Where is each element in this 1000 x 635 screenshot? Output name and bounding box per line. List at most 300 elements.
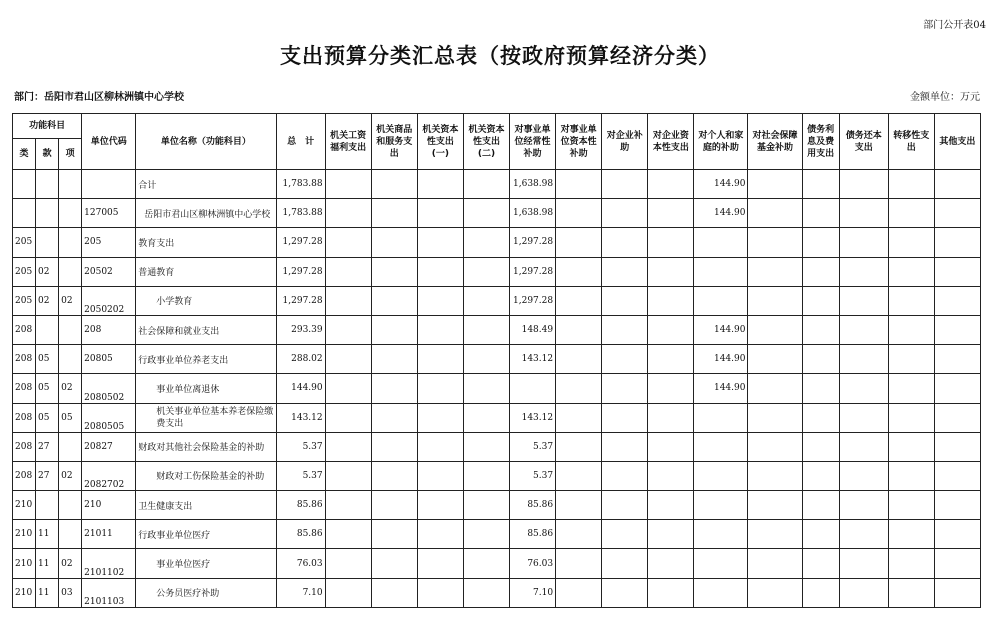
header-econ-13: 转移性支出 — [888, 114, 934, 170]
table-row — [13, 345, 981, 374]
table-row — [13, 461, 981, 490]
cell-xiang — [59, 520, 82, 549]
cell-econ-5: 85.86 — [510, 520, 556, 549]
cell-unit-name: 财政对其他社会保险基金的补助 — [136, 432, 276, 461]
header-econ-14: 其他支出 — [934, 114, 980, 170]
cell-econ-12 — [839, 286, 888, 315]
cell-econ-2 — [371, 257, 417, 286]
cell-econ-14 — [934, 170, 980, 199]
header-econ-4: 机关资本性支出(二) — [463, 114, 509, 170]
cell-econ-4 — [463, 315, 509, 344]
cell-econ-14 — [934, 286, 980, 315]
cell-unit-name: 卫生健康支出 — [136, 491, 276, 520]
cell-econ-6 — [556, 199, 602, 228]
cell-econ-11 — [802, 374, 839, 403]
cell-econ-2 — [371, 170, 417, 199]
cell-econ-11 — [802, 170, 839, 199]
cell-econ-14 — [934, 549, 980, 578]
cell-econ-6 — [556, 520, 602, 549]
cell-econ-12 — [839, 374, 888, 403]
cell-econ-12 — [839, 520, 888, 549]
cell-econ-14 — [934, 345, 980, 374]
cell-econ-11 — [802, 461, 839, 490]
cell-econ-11 — [802, 199, 839, 228]
cell-econ-7 — [602, 374, 648, 403]
cell-econ-7 — [602, 228, 648, 257]
cell-lei: 205 — [13, 228, 36, 257]
cell-econ-6 — [556, 578, 602, 607]
cell-econ-3 — [417, 345, 463, 374]
cell-econ-2 — [371, 403, 417, 432]
cell-econ-8 — [648, 228, 694, 257]
cell-lei: 205 — [13, 286, 36, 315]
cell-econ-5: 148.49 — [510, 315, 556, 344]
header-econ-1: 机关工资福利支出 — [325, 114, 371, 170]
cell-econ-6 — [556, 403, 602, 432]
cell-econ-12 — [839, 491, 888, 520]
cell-econ-7 — [602, 286, 648, 315]
cell-total: 1,783.88 — [276, 170, 325, 199]
cell-unit-name: 行政事业单位医疗 — [136, 520, 276, 549]
cell-total: 143.12 — [276, 403, 325, 432]
cell-lei: 210 — [13, 578, 36, 607]
cell-econ-5: 143.12 — [510, 345, 556, 374]
header-unit-code: 单位代码 — [82, 114, 136, 170]
cell-econ-6 — [556, 491, 602, 520]
cell-econ-9 — [694, 520, 748, 549]
cell-econ-3 — [417, 520, 463, 549]
cell-econ-11 — [802, 432, 839, 461]
cell-econ-1 — [325, 374, 371, 403]
cell-econ-12 — [839, 199, 888, 228]
header-xiang: 项 — [59, 139, 82, 170]
cell-econ-1 — [325, 491, 371, 520]
cell-econ-1 — [325, 199, 371, 228]
cell-econ-11 — [802, 228, 839, 257]
cell-econ-4 — [463, 578, 509, 607]
cell-econ-5: 143.12 — [510, 403, 556, 432]
cell-econ-1 — [325, 432, 371, 461]
cell-econ-12 — [839, 257, 888, 286]
cell-econ-4 — [463, 432, 509, 461]
cell-econ-8 — [648, 315, 694, 344]
cell-xiang — [59, 491, 82, 520]
cell-econ-9 — [694, 432, 748, 461]
cell-econ-10 — [748, 315, 802, 344]
cell-econ-10 — [748, 170, 802, 199]
cell-econ-7 — [602, 315, 648, 344]
cell-kuan — [36, 228, 59, 257]
cell-econ-4 — [463, 461, 509, 490]
cell-econ-9: 144.90 — [694, 315, 748, 344]
cell-econ-13 — [888, 374, 934, 403]
cell-xiang — [59, 170, 82, 199]
cell-econ-5: 1,638.98 — [510, 199, 556, 228]
cell-kuan: 11 — [36, 549, 59, 578]
cell-econ-11 — [802, 257, 839, 286]
cell-econ-14 — [934, 257, 980, 286]
cell-econ-8 — [648, 374, 694, 403]
cell-econ-13 — [888, 315, 934, 344]
cell-econ-14 — [934, 228, 980, 257]
cell-econ-5: 1,297.28 — [510, 228, 556, 257]
cell-econ-5: 85.86 — [510, 491, 556, 520]
cell-econ-1 — [325, 461, 371, 490]
header-total: 总 计 — [276, 114, 325, 170]
cell-econ-2 — [371, 491, 417, 520]
cell-unit-code: 2082702 — [82, 461, 136, 490]
cell-econ-11 — [802, 403, 839, 432]
header-kuan: 款 — [36, 139, 59, 170]
cell-lei: 208 — [13, 315, 36, 344]
cell-econ-10 — [748, 520, 802, 549]
cell-econ-9 — [694, 578, 748, 607]
cell-econ-14 — [934, 432, 980, 461]
cell-econ-11 — [802, 345, 839, 374]
cell-econ-9 — [694, 286, 748, 315]
table-row — [13, 491, 981, 520]
cell-econ-2 — [371, 549, 417, 578]
cell-total: 5.37 — [276, 461, 325, 490]
table-row — [13, 578, 981, 607]
table-row — [13, 520, 981, 549]
header-function-group: 功能科目 — [13, 114, 82, 139]
cell-total: 76.03 — [276, 549, 325, 578]
header-econ-9: 对个人和家庭的补助 — [694, 114, 748, 170]
cell-xiang: 02 — [59, 461, 82, 490]
table-row — [13, 403, 981, 432]
cell-econ-13 — [888, 491, 934, 520]
cell-econ-7 — [602, 578, 648, 607]
cell-unit-name: 事业单位医疗 — [136, 549, 276, 578]
cell-econ-12 — [839, 345, 888, 374]
cell-total: 144.90 — [276, 374, 325, 403]
cell-econ-8 — [648, 461, 694, 490]
cell-unit-name: 教育支出 — [136, 228, 276, 257]
cell-econ-8 — [648, 578, 694, 607]
cell-econ-2 — [371, 315, 417, 344]
cell-econ-4 — [463, 199, 509, 228]
table-row — [13, 432, 981, 461]
cell-econ-9: 144.90 — [694, 199, 748, 228]
cell-econ-10 — [748, 432, 802, 461]
cell-econ-7 — [602, 520, 648, 549]
cell-econ-5: 5.37 — [510, 432, 556, 461]
cell-unit-code: 208 — [82, 315, 136, 344]
cell-econ-13 — [888, 286, 934, 315]
cell-lei: 210 — [13, 549, 36, 578]
cell-total: 1,297.28 — [276, 286, 325, 315]
table-row — [13, 170, 981, 199]
cell-econ-6 — [556, 432, 602, 461]
cell-econ-7 — [602, 432, 648, 461]
cell-econ-6 — [556, 257, 602, 286]
cell-econ-6 — [556, 549, 602, 578]
cell-kuan: 27 — [36, 461, 59, 490]
cell-total: 7.10 — [276, 578, 325, 607]
cell-econ-4 — [463, 170, 509, 199]
cell-total: 293.39 — [276, 315, 325, 344]
cell-econ-8 — [648, 199, 694, 228]
cell-econ-14 — [934, 520, 980, 549]
cell-econ-10 — [748, 491, 802, 520]
cell-kuan — [36, 315, 59, 344]
cell-econ-5: 76.03 — [510, 549, 556, 578]
cell-lei: 210 — [13, 520, 36, 549]
cell-kuan: 05 — [36, 403, 59, 432]
cell-econ-6 — [556, 170, 602, 199]
cell-econ-12 — [839, 461, 888, 490]
cell-econ-9 — [694, 491, 748, 520]
cell-econ-10 — [748, 403, 802, 432]
cell-xiang — [59, 315, 82, 344]
cell-econ-2 — [371, 228, 417, 257]
cell-econ-4 — [463, 286, 509, 315]
cell-lei: 205 — [13, 257, 36, 286]
cell-xiang — [59, 257, 82, 286]
cell-unit-code: 2080502 — [82, 374, 136, 403]
cell-xiang: 02 — [59, 549, 82, 578]
cell-unit-name: 小学教育 — [136, 286, 276, 315]
cell-econ-14 — [934, 374, 980, 403]
cell-econ-12 — [839, 549, 888, 578]
cell-econ-7 — [602, 170, 648, 199]
cell-econ-7 — [602, 345, 648, 374]
cell-econ-7 — [602, 461, 648, 490]
cell-xiang: 03 — [59, 578, 82, 607]
cell-econ-12 — [839, 228, 888, 257]
cell-econ-1 — [325, 228, 371, 257]
table-row — [13, 199, 981, 228]
page-title: 支出预算分类汇总表（按政府预算经济分类） — [280, 44, 720, 68]
cell-xiang — [59, 345, 82, 374]
cell-econ-10 — [748, 461, 802, 490]
cell-econ-1 — [325, 403, 371, 432]
cell-econ-6 — [556, 228, 602, 257]
cell-econ-10 — [748, 549, 802, 578]
cell-econ-4 — [463, 345, 509, 374]
cell-econ-5: 7.10 — [510, 578, 556, 607]
cell-econ-14 — [934, 199, 980, 228]
cell-econ-3 — [417, 491, 463, 520]
cell-econ-8 — [648, 257, 694, 286]
cell-econ-3 — [417, 199, 463, 228]
cell-unit-name: 机关事业单位基本养老保险缴费支出 — [136, 403, 276, 432]
cell-xiang: 02 — [59, 286, 82, 315]
cell-econ-3 — [417, 461, 463, 490]
cell-kuan: 05 — [36, 345, 59, 374]
cell-econ-9: 144.90 — [694, 170, 748, 199]
header-lei: 类 — [13, 139, 36, 170]
cell-econ-12 — [839, 315, 888, 344]
cell-kuan: 27 — [36, 432, 59, 461]
cell-unit-code: 2101103 — [82, 578, 136, 607]
cell-lei: 208 — [13, 403, 36, 432]
cell-econ-7 — [602, 199, 648, 228]
table-row — [13, 228, 981, 257]
cell-econ-4 — [463, 257, 509, 286]
cell-econ-2 — [371, 199, 417, 228]
cell-lei: 208 — [13, 461, 36, 490]
cell-econ-3 — [417, 286, 463, 315]
cell-lei — [13, 170, 36, 199]
cell-unit-code: 2080505 — [82, 403, 136, 432]
header-econ-2: 机关商品和服务支出 — [371, 114, 417, 170]
table-row — [13, 315, 981, 344]
cell-xiang: 05 — [59, 403, 82, 432]
cell-econ-13 — [888, 461, 934, 490]
cell-econ-3 — [417, 170, 463, 199]
cell-econ-4 — [463, 374, 509, 403]
cell-total: 1,297.28 — [276, 257, 325, 286]
cell-econ-8 — [648, 403, 694, 432]
cell-econ-13 — [888, 520, 934, 549]
cell-unit-code: 2050202 — [82, 286, 136, 315]
department-label: 部门：岳阳市君山区柳林洲镇中心学校 — [14, 92, 184, 103]
cell-econ-1 — [325, 170, 371, 199]
cell-lei: 210 — [13, 491, 36, 520]
cell-unit-code: 21011 — [82, 520, 136, 549]
cell-unit-code: 127005 — [82, 199, 136, 228]
cell-econ-14 — [934, 491, 980, 520]
header-econ-12: 债务还本支出 — [839, 114, 888, 170]
cell-econ-11 — [802, 578, 839, 607]
cell-unit-name: 事业单位离退休 — [136, 374, 276, 403]
cell-unit-code: 210 — [82, 491, 136, 520]
cell-econ-2 — [371, 432, 417, 461]
cell-kuan: 02 — [36, 286, 59, 315]
cell-econ-14 — [934, 461, 980, 490]
cell-total: 1,783.88 — [276, 199, 325, 228]
cell-unit-code: 2101102 — [82, 549, 136, 578]
cell-econ-13 — [888, 228, 934, 257]
cell-econ-3 — [417, 578, 463, 607]
cell-econ-1 — [325, 345, 371, 374]
cell-econ-8 — [648, 286, 694, 315]
cell-econ-7 — [602, 257, 648, 286]
cell-econ-3 — [417, 432, 463, 461]
cell-econ-1 — [325, 520, 371, 549]
cell-econ-9 — [694, 549, 748, 578]
cell-econ-3 — [417, 549, 463, 578]
cell-econ-11 — [802, 315, 839, 344]
cell-econ-10 — [748, 345, 802, 374]
cell-econ-3 — [417, 257, 463, 286]
cell-econ-11 — [802, 549, 839, 578]
header-econ-11: 债务利息及费用支出 — [802, 114, 839, 170]
cell-econ-2 — [371, 286, 417, 315]
cell-econ-2 — [371, 520, 417, 549]
cell-econ-2 — [371, 345, 417, 374]
cell-total: 288.02 — [276, 345, 325, 374]
header-econ-8: 对企业资本性支出 — [648, 114, 694, 170]
cell-econ-5 — [510, 374, 556, 403]
cell-unit-code: 20827 — [82, 432, 136, 461]
cell-total: 85.86 — [276, 491, 325, 520]
cell-unit-name: 行政事业单位养老支出 — [136, 345, 276, 374]
cell-econ-13 — [888, 257, 934, 286]
cell-econ-8 — [648, 549, 694, 578]
cell-econ-13 — [888, 345, 934, 374]
cell-econ-10 — [748, 286, 802, 315]
cell-econ-2 — [371, 578, 417, 607]
cell-unit-name: 岳阳市君山区柳林洲镇中心学校 — [136, 199, 276, 228]
header-econ-6: 对事业单位资本性补助 — [556, 114, 602, 170]
cell-econ-13 — [888, 170, 934, 199]
cell-unit-code: 20502 — [82, 257, 136, 286]
header-econ-3: 机关资本性支出(一) — [417, 114, 463, 170]
cell-econ-3 — [417, 374, 463, 403]
cell-econ-6 — [556, 286, 602, 315]
cell-econ-12 — [839, 578, 888, 607]
cell-unit-code: 20805 — [82, 345, 136, 374]
cell-econ-1 — [325, 286, 371, 315]
cell-econ-8 — [648, 432, 694, 461]
header-econ-5: 对事业单位经常性补助 — [510, 114, 556, 170]
cell-econ-5: 1,638.98 — [510, 170, 556, 199]
cell-econ-9 — [694, 403, 748, 432]
cell-econ-2 — [371, 461, 417, 490]
header-unit-name: 单位名称（功能科目） — [136, 114, 276, 170]
amount-unit-label: 金额单位：万元 — [910, 92, 980, 103]
cell-econ-12 — [839, 432, 888, 461]
cell-econ-10 — [748, 257, 802, 286]
cell-econ-9 — [694, 228, 748, 257]
cell-unit-name: 公务员医疗补助 — [136, 578, 276, 607]
cell-econ-14 — [934, 403, 980, 432]
table-row — [13, 257, 981, 286]
cell-total: 5.37 — [276, 432, 325, 461]
cell-econ-1 — [325, 578, 371, 607]
cell-kuan: 02 — [36, 257, 59, 286]
cell-econ-6 — [556, 315, 602, 344]
form-code: 部门公开表04 — [923, 20, 986, 31]
cell-unit-name: 财政对工伤保险基金的补助 — [136, 461, 276, 490]
cell-unit-code — [82, 170, 136, 199]
cell-econ-4 — [463, 403, 509, 432]
cell-econ-13 — [888, 403, 934, 432]
cell-econ-10 — [748, 228, 802, 257]
cell-econ-3 — [417, 403, 463, 432]
cell-econ-11 — [802, 520, 839, 549]
cell-econ-8 — [648, 345, 694, 374]
cell-xiang — [59, 432, 82, 461]
cell-econ-8 — [648, 520, 694, 549]
cell-econ-4 — [463, 549, 509, 578]
cell-kuan — [36, 199, 59, 228]
cell-total: 1,297.28 — [276, 228, 325, 257]
table-row — [13, 549, 981, 578]
cell-unit-code: 205 — [82, 228, 136, 257]
cell-econ-3 — [417, 228, 463, 257]
cell-lei: 208 — [13, 374, 36, 403]
cell-econ-12 — [839, 403, 888, 432]
cell-econ-9: 144.90 — [694, 345, 748, 374]
cell-econ-1 — [325, 549, 371, 578]
cell-kuan: 05 — [36, 374, 59, 403]
cell-econ-5: 5.37 — [510, 461, 556, 490]
cell-unit-name: 合计 — [136, 170, 276, 199]
cell-econ-7 — [602, 491, 648, 520]
header-econ-7: 对企业补助 — [602, 114, 648, 170]
cell-econ-5: 1,297.28 — [510, 257, 556, 286]
cell-econ-1 — [325, 257, 371, 286]
cell-econ-13 — [888, 578, 934, 607]
cell-econ-13 — [888, 549, 934, 578]
cell-econ-9: 144.90 — [694, 374, 748, 403]
cell-econ-12 — [839, 170, 888, 199]
cell-kuan: 11 — [36, 578, 59, 607]
